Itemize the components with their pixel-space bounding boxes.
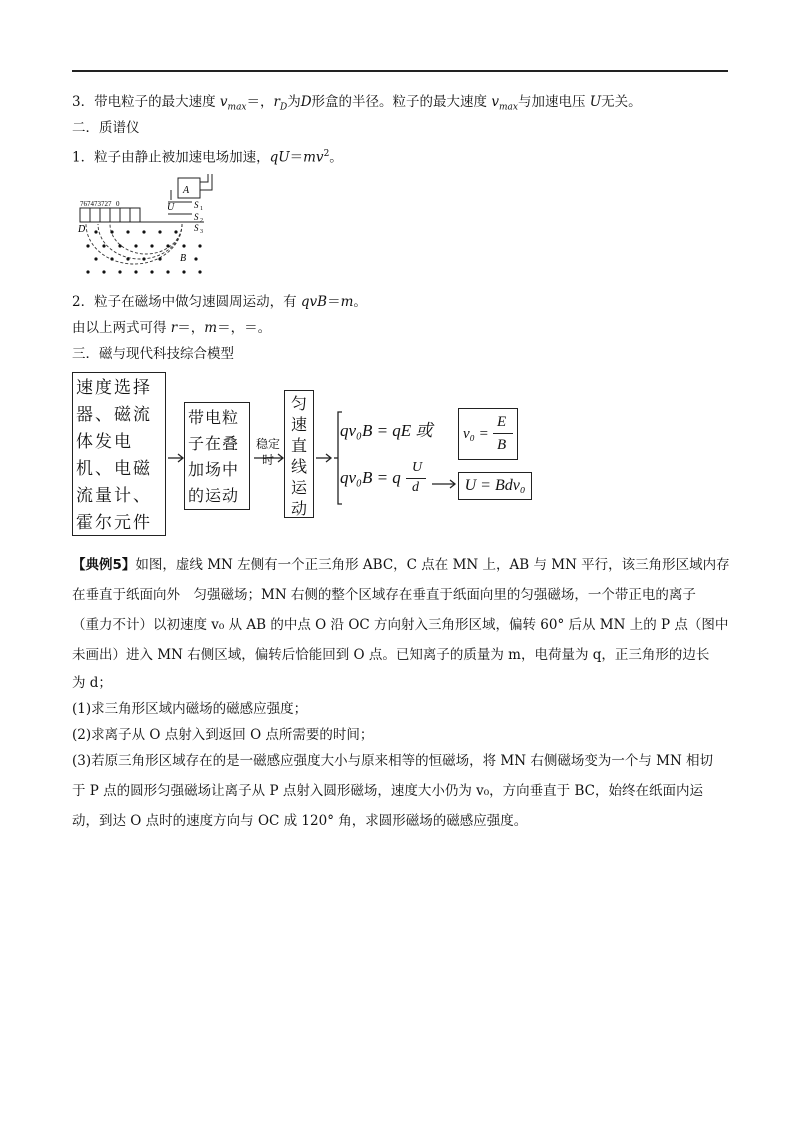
flow-result-num: E xyxy=(497,414,507,430)
flow-result-v0-left: v₀ = xyxy=(463,426,489,442)
flow-box-devices: 速度选择器、磁流体发电机、电磁流量计、霍尔元件 xyxy=(72,372,166,536)
label-d: D xyxy=(78,224,86,235)
item3-mid: ＝， xyxy=(246,94,274,110)
item3-tail: 形盒的半径。粒子的最大速度 xyxy=(311,94,492,110)
item3-end: 无关。 xyxy=(601,94,642,110)
flow-box-superposed: 带电粒子在叠加场中的运动 xyxy=(184,402,250,510)
flow-result-u: U = Bdv₀ xyxy=(458,472,532,500)
section3-heading: 三．磁与现代科技综合模型 xyxy=(72,346,234,362)
scale-end: 0 xyxy=(116,200,120,208)
item1-text: 1．粒子由静止被加速电场加速， xyxy=(72,149,270,166)
d-symbol: D xyxy=(300,94,312,110)
flow-eq2-den: d xyxy=(412,480,419,495)
label-b: B xyxy=(180,253,187,264)
item3-prefix: 3．带电粒子的最大速度 xyxy=(72,94,220,110)
header-rule xyxy=(72,70,728,72)
example-question-3c: 动，到达 O 点时的速度方向与 OC 成 120° 角，求圆形磁场的磁感应强度。 xyxy=(72,813,528,829)
example-question-3b: 于 P 点的圆形匀强磁场让离子从 P 点射入圆形磁场，速度大小仍为 v₀，方向垂直于 BC，始终在纸面内运 xyxy=(72,783,703,799)
section2-heading: 二．质谱仪 xyxy=(72,120,140,136)
flow-eq2-num: U xyxy=(412,460,423,475)
example-label: 【典例5】 xyxy=(72,557,136,573)
example-question-2: (2)求离子从 O 点射入到返回 O 点所需要的时间； xyxy=(72,727,374,743)
example-line-4: 未画出）进入 MN 右侧区域，偏转后恰能回到 O 点。已知离子的质量为 m，电荷量为 q，正三角形的边长 xyxy=(72,647,710,663)
example-question-3a: (3)若原三角形区域存在的是一磁感应强度大小与原来相等的恒磁场，将 MN 右侧磁场变为一个与 MN 相切 xyxy=(72,753,714,769)
example-line-3: （重力不计）以初速度 v₀ 从 AB 的中点 O 沿 OC 方向射入三角形区域，偏转 60° 后从 MN 上的 P 点（图中 xyxy=(72,617,729,633)
item3-tail2: 与加速电压 xyxy=(517,94,590,110)
combined-text: 由以上两式可得 xyxy=(72,320,171,336)
item3-line xyxy=(72,92,642,118)
item1-sup: 2 xyxy=(323,149,330,159)
label-s2: S xyxy=(194,212,199,222)
combined-eq2: ＝，＝。 xyxy=(217,320,272,336)
item2-line xyxy=(72,292,367,312)
item2-m: m xyxy=(340,294,354,310)
flow-result-v0 xyxy=(458,408,518,460)
flow-box-uniform: 匀速直线运动 xyxy=(284,390,314,518)
item3-mid2: 为 xyxy=(287,94,301,110)
item1-formula: qU xyxy=(269,149,290,166)
flow-eq2-fraction-bar xyxy=(406,478,426,479)
item1-eq: ＝ xyxy=(289,149,304,166)
flow-stable-label: 稳定时 xyxy=(255,437,280,467)
flow-result-den: B xyxy=(497,437,507,453)
vmax-symbol: v xyxy=(219,94,228,110)
item2-end: 。 xyxy=(353,294,367,310)
mass-spectrometer-diagram xyxy=(72,170,222,284)
item1-end: 。 xyxy=(329,149,343,166)
label-s3: S xyxy=(194,223,199,233)
combined-r: r xyxy=(170,320,178,336)
example-line-2: 在垂直于纸面向外 匀强磁场；MN 右侧的整个区域存在垂直于纸面向里的匀强磁场，一个带正电的离子 xyxy=(72,587,696,603)
vmax-sub-2: max xyxy=(498,102,518,113)
flow-diagram xyxy=(72,372,552,542)
example-question-1: (1)求三角形区域内磁场的磁感应强度； xyxy=(72,701,308,717)
example-text-1: 如图，虚线 MN 左侧有一个正三角形 ABC，C 点在 MN 上，AB 与 MN 平行，该三角形区域内存 xyxy=(135,557,730,573)
combined-m: m xyxy=(204,320,218,336)
item2-eq: ＝ xyxy=(327,294,341,310)
u-symbol: U xyxy=(589,94,602,110)
flow-eq1: qv₀B = qE 或 xyxy=(340,421,433,440)
item2-formula: qvB xyxy=(300,294,328,310)
item1-line xyxy=(72,144,343,168)
flow-eq2-left: qv₀B = q xyxy=(340,468,401,487)
example-line-1 xyxy=(72,550,728,580)
rd-symbol: r xyxy=(273,94,280,110)
vmax-sub: max xyxy=(227,102,247,113)
scale-label: 767473727 xyxy=(80,200,112,208)
combined-eq1: ＝， xyxy=(177,320,205,336)
item1-mv: mv xyxy=(303,149,324,166)
item2-text: 2．粒子在磁场中做匀速圆周运动，有 xyxy=(72,294,301,310)
label-a: A xyxy=(183,185,190,196)
label-u: U xyxy=(167,202,175,213)
vmax-symbol-2: v xyxy=(491,94,499,110)
label-s1: S xyxy=(194,200,199,210)
label-s1-sub: 1 xyxy=(200,206,203,212)
label-s3-sub: 3 xyxy=(200,229,203,235)
rd-sub: D xyxy=(279,102,288,113)
example-line-5: 为 d； xyxy=(72,675,112,691)
combined-line xyxy=(72,318,271,338)
label-s2-sub: 2 xyxy=(200,218,203,224)
